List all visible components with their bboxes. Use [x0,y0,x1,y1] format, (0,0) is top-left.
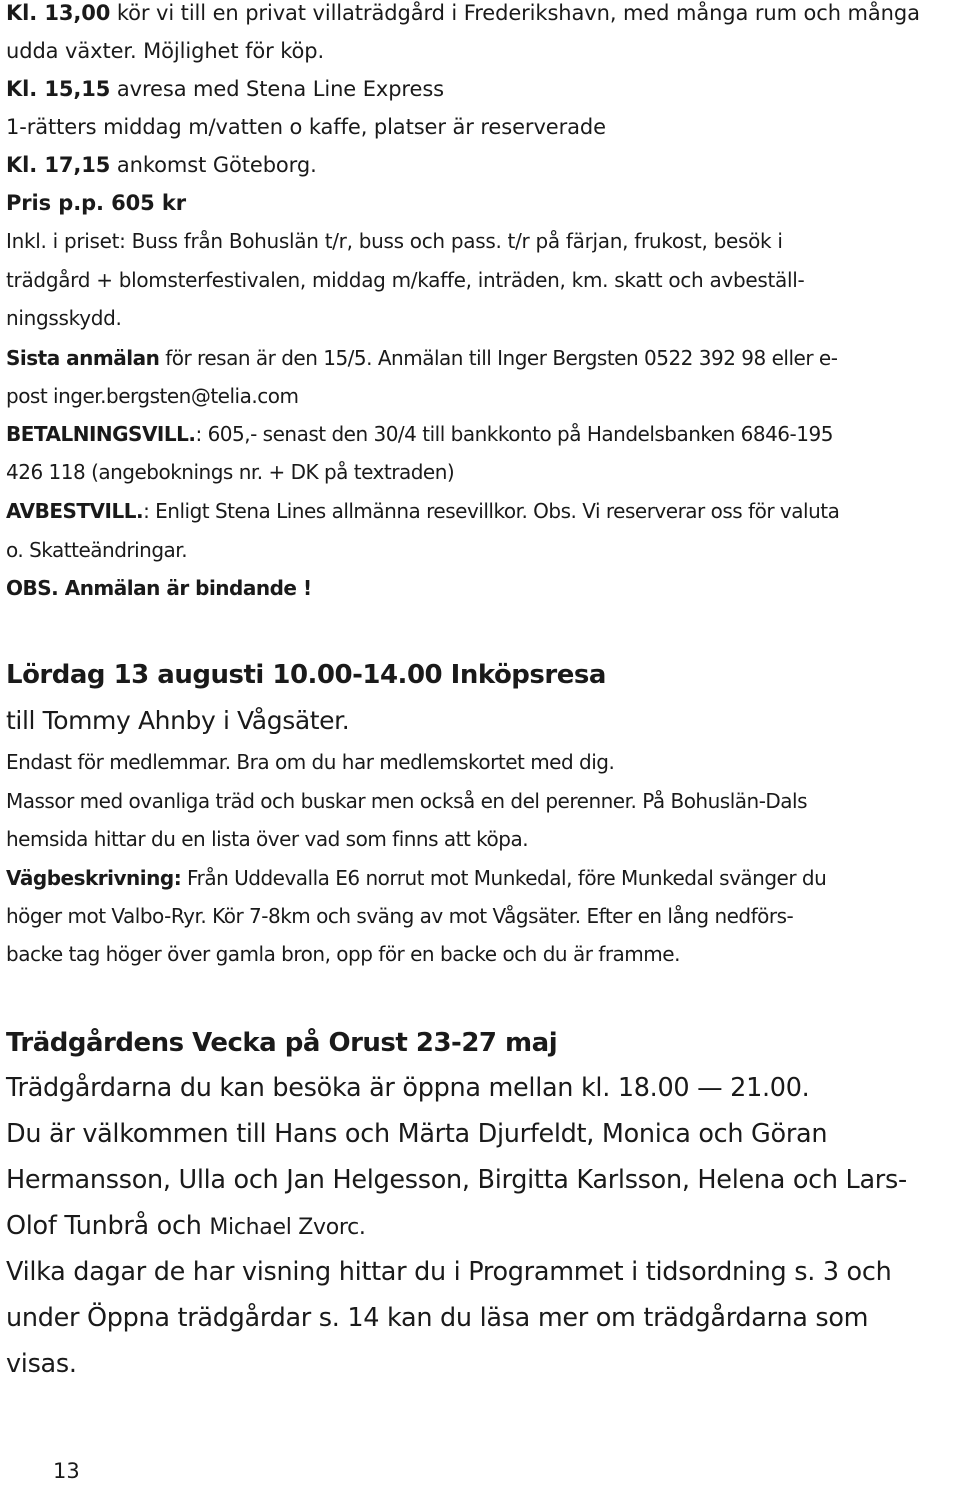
trip-cancellation-2: o. Skatteändringar. [6,538,188,562]
trip-line-5: Kl. 17,15 ankomst Göteborg. [6,153,317,177]
trip-line-4: 1-rätters middag m/vatten o kaffe, platser är reserverade [6,115,606,139]
trip-cancellation: AVBESTVILL.: Enligt Stena Lines allmänna resevillkor. Obs. Vi reserverar oss för valuta [6,499,840,523]
trip-line-2: udda växter. Möjlighet för köp. [6,39,325,63]
time-label-1715: Kl. 17,15 [6,153,111,177]
trip-line-1 [6,3,920,24]
purchase-directions-2: höger mot Valbo-Ryr. Kör 7-8km och sväng av mot Vågsäter. Efter en lång nedförs- [6,904,794,928]
purchase-directions-1: Vägbeskrivning: Från Uddevalla E6 norrut mot Munkedal, före Munkedal svänger du [6,866,827,890]
week-line-3: Hermansson, Ulla och Jan Helgesson, Birgitta Karlsson, Helena och Lars- [6,1165,907,1195]
week-heading: Trädgårdens Vecka på Orust 23-27 maj [6,1028,558,1058]
purchase-p1: Endast för medlemmar. Bra om du har medlemskortet med dig. [6,750,615,774]
purchase-p2: Massor med ovanliga träd och buskar men också en del perenner. På Bohuslän-Dals [6,789,808,813]
week-line-1: Trädgårdarna du kan besöka är öppna mellan kl. 18.00 — 21.00. [6,1073,810,1103]
trip-registration: Sista anmälan för resan är den 15/5. Anmälan till Inger Bergsten 0522 392 98 eller e- [6,346,838,370]
time-label-1300: Kl. 13,00 [6,1,111,25]
week-line-7: visas. [6,1349,77,1379]
purchase-subheading: till Tommy Ahnby i Vågsäter. [6,706,350,735]
purchase-heading: Lördag 13 augusti 10.00-14.00 Inköpsresa [6,660,606,690]
trip-payment: BETALNINGSVILL.: 605,- senast den 30/4 till bankkonto på Handelsbanken 6846-195 [6,422,833,446]
week-line-2: Du är välkommen till Hans och Märta Djurfeldt, Monica och Göran [6,1119,828,1149]
registration-label: Sista anmälan [6,346,160,370]
time-label-1515: Kl. 15,15 [6,77,111,101]
week-line-6: under Öppna trädgårdar s. 14 kan du läsa mer om trädgårdarna som [6,1303,869,1333]
directions-label: Vägbeskrivning: [6,866,182,890]
purchase-p3: hemsida hittar du en lista över vad som finns att köpa. [6,827,529,851]
week-line-4: Olof Tunbrå och Michael Zvorc. [6,1211,366,1241]
trip-included-2: trädgård + blomsterfestivalen, middag m/kaffe, inträden, km. skatt och avbeställ- [6,268,805,292]
week-line-5: Vilka dagar de har visning hittar du i Programmet i tidsordning s. 3 och [6,1257,892,1287]
trip-included-3: ningsskydd. [6,306,122,330]
trip-included-1: Inkl. i priset: Buss från Bohuslän t/r, buss och pass. t/r på färjan, frukost, besök i [6,229,783,253]
trip-binding-note: OBS. Anmälan är bindande ! [6,576,312,600]
week-name-michael: Michael Zvorc. [209,1215,366,1240]
page-number: 13 [53,1459,80,1483]
trip-payment-2: 426 118 (angeboknings nr. + DK på textraden) [6,460,455,484]
payment-label: BETALNINGSVILL. [6,422,196,446]
purchase-directions-3: backe tag höger över gamla bron, opp för en backe och du är framme. [6,942,680,966]
trip-price: Pris p.p. 605 kr [6,191,186,215]
cancellation-label: AVBESTVILL. [6,499,144,523]
trip-registration-email: post inger.bergsten@telia.com [6,384,299,408]
trip-line-3: Kl. 15,15 avresa med Stena Line Express [6,77,445,101]
trip-line-1-text: kör vi till en privat villaträdgård i Frederikshavn, med många rum och många [110,1,920,25]
